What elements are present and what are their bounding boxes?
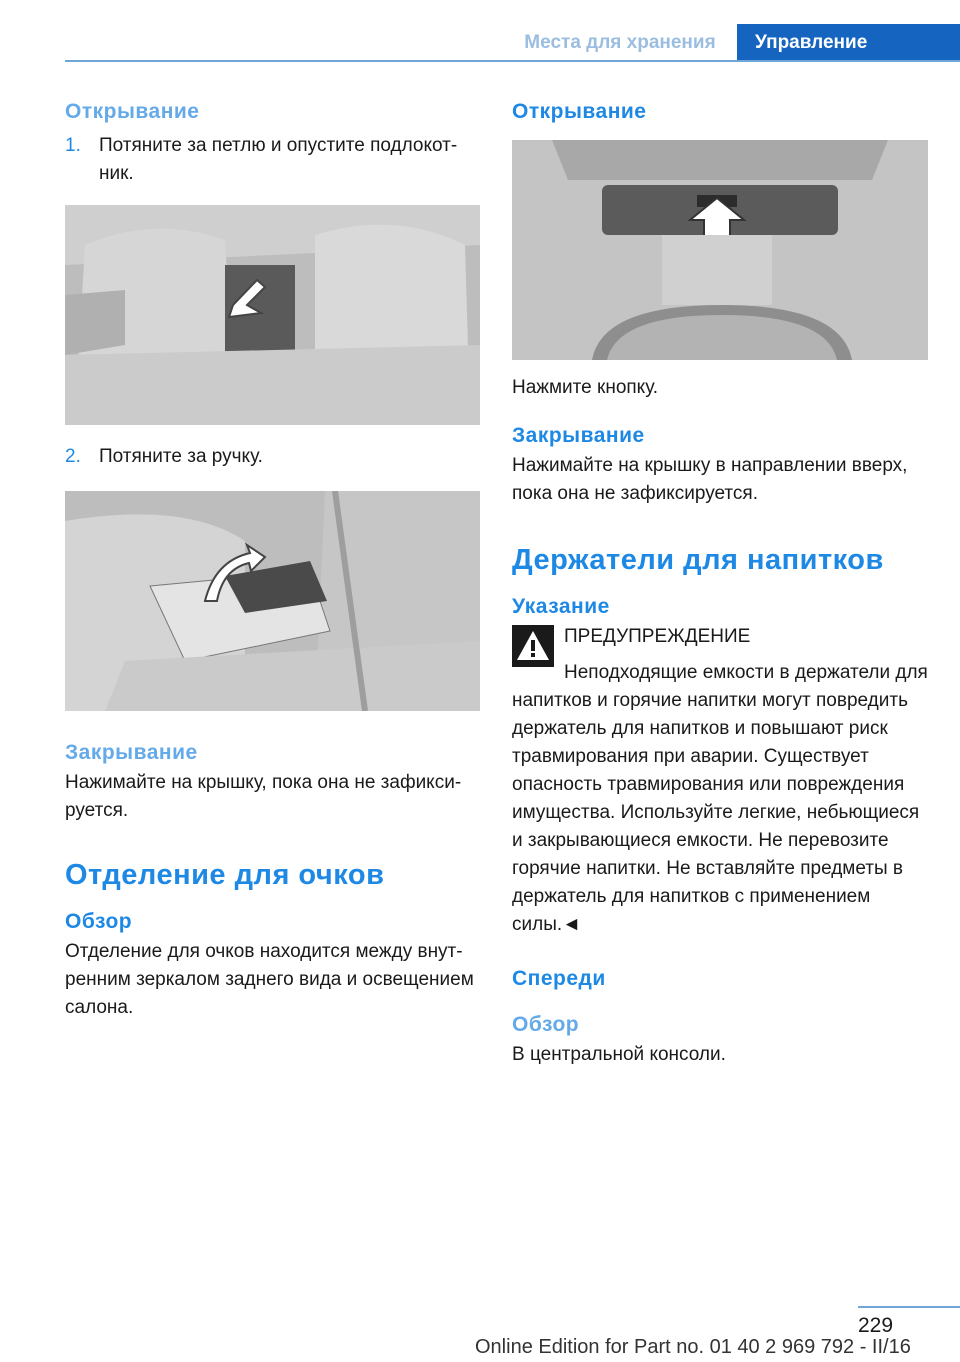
step-1-text: Потяните за петлю и опустите подлокотник. (99, 135, 458, 184)
heading-close-right: Закрывание (512, 424, 645, 447)
warning-title: ПРЕДУПРЕЖДЕНИЕ (564, 626, 751, 647)
step-2 (65, 443, 480, 471)
heading-front: Спереди (512, 967, 606, 990)
footer-rule (858, 1306, 960, 1308)
armrest-photo (65, 205, 480, 425)
left-column (65, 100, 480, 1022)
step-1-number: 1. (65, 135, 81, 156)
heading-glasses-compartment: Отделение для очков (65, 859, 385, 891)
warning-triangle-icon (512, 625, 554, 667)
press-button-text: Нажмите кнопку. (512, 377, 659, 398)
header-section-tab: Места для хранения (505, 24, 735, 62)
header-rule (65, 60, 960, 62)
close-text-left: Нажимайте на крышку, пока она не зафиксируется. (65, 772, 462, 821)
overview-text-left: Отделение для очков находится между внутренним зеркалом заднего вида и освещением салона. (65, 941, 474, 1018)
edition-text: Online Edition for Part no. 01 40 2 969 792 - II/16 (475, 1336, 911, 1358)
heading-note: Указание (512, 595, 610, 618)
header-chapter-tab: Управление (737, 24, 960, 62)
step-2-number: 2. (65, 446, 81, 467)
heading-close-left: Закрывание (65, 741, 198, 764)
step-2-text: Потяните за ручку. (99, 446, 263, 467)
warning-text: Неподходящие емкости в держатели для напитков и горячие напитки могут повредить держатель для напитков и повышают риск травмирования при аварии. Существует опасность травмирования или повреждения имущества. Используйте легкие, небьющиеся и закрывающиеся емкости. Не перевозите горячие напитки. Не вставляйте предметы в держатель для напитков с применением силы.◄ (512, 662, 928, 935)
heading-overview-right: Обзор (512, 1013, 580, 1036)
page-number: 229 (858, 1314, 894, 1337)
overview-text-right: В центральной консоли. (512, 1044, 726, 1065)
right-column (512, 100, 928, 1069)
armrest-lid-photo (65, 491, 480, 711)
heading-cupholders: Держатели для напитков (512, 544, 884, 576)
heading-open-left: Открывание (65, 100, 200, 123)
heading-overview-left: Обзор (65, 910, 133, 933)
glasses-compartment-photo (512, 140, 928, 360)
close-text-right: Нажимайте на крышку в направлении вверх, пока она не зафиксируется. (512, 455, 908, 504)
step-1 (65, 132, 480, 188)
heading-open-right: Открывание (512, 100, 647, 123)
